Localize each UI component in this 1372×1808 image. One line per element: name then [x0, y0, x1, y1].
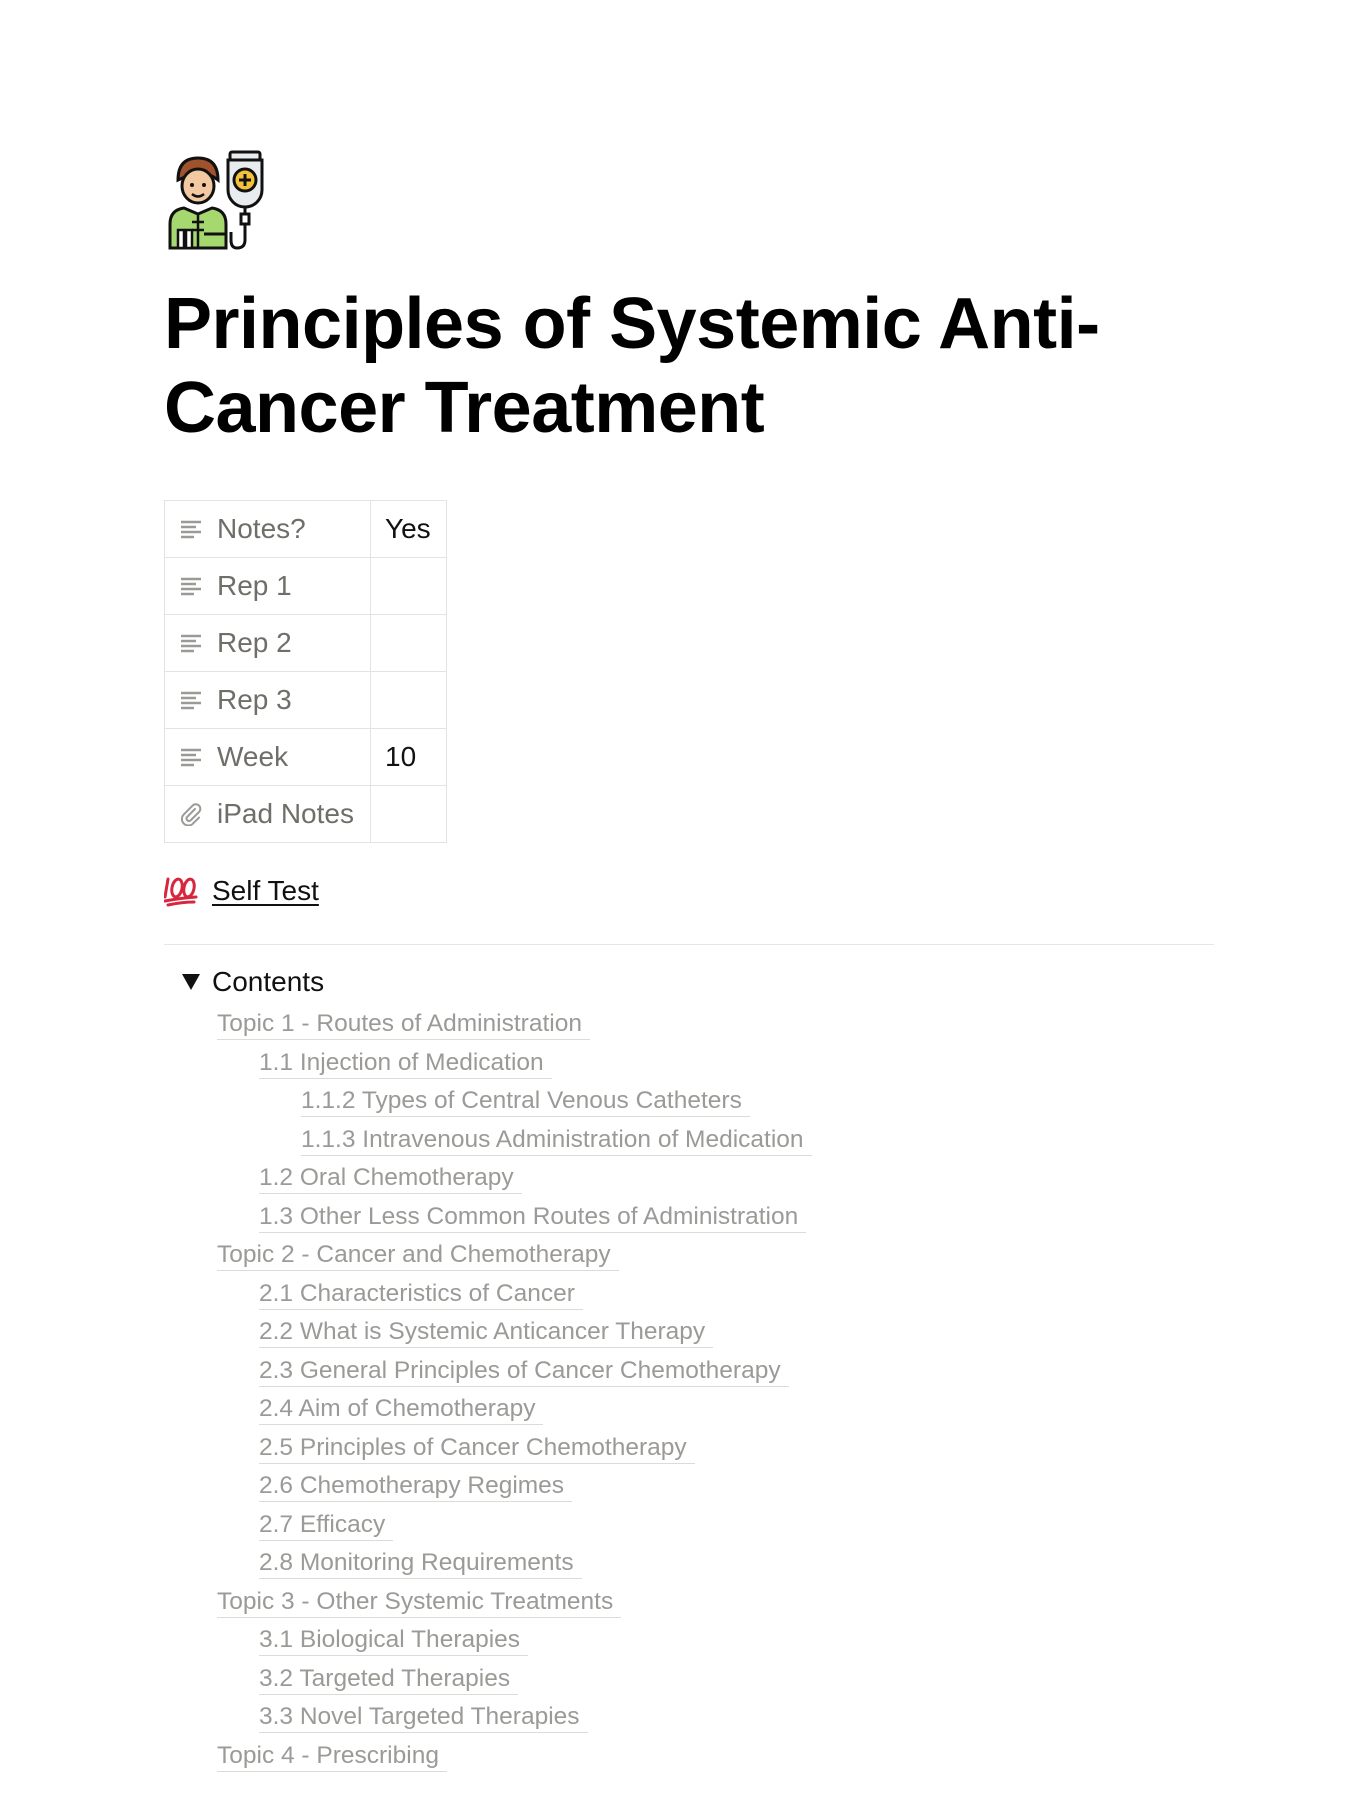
property-row[interactable]	[165, 615, 447, 672]
page-title[interactable]: Principles of Systemic Anti-Cancer Treatment	[164, 284, 1100, 448]
toc-item[interactable]: Topic 1 - Routes of Administration	[217, 1005, 812, 1044]
property-value[interactable]	[371, 558, 447, 615]
property-value[interactable]: 10	[371, 729, 447, 786]
toc-item[interactable]: 2.1 Characteristics of Cancer	[217, 1275, 812, 1314]
toc-item[interactable]: 3.2 Targeted Therapies	[217, 1660, 812, 1699]
toc-item[interactable]: 2.2 What is Systemic Anticancer Therapy	[217, 1313, 812, 1352]
property-key: iPad Notes	[217, 798, 354, 829]
toc-item[interactable]: 2.8 Monitoring Requirements	[217, 1544, 812, 1583]
text-lines-icon	[179, 574, 203, 598]
toc-item[interactable]: 2.6 Chemotherapy Regimes	[217, 1467, 812, 1506]
property-key: Rep 1	[217, 570, 292, 601]
property-row[interactable]	[165, 786, 447, 843]
nurse-with-iv-drip-icon[interactable]	[164, 150, 264, 250]
property-value[interactable]: Yes	[371, 501, 447, 558]
self-test-link-block[interactable]	[164, 875, 319, 907]
toc-item[interactable]: Topic 4 - Prescribing	[217, 1737, 812, 1776]
toc-item[interactable]: 2.7 Efficacy	[217, 1506, 812, 1545]
toc-item[interactable]: 2.5 Principles of Cancer Chemotherapy	[217, 1429, 812, 1468]
property-value[interactable]	[371, 615, 447, 672]
property-row[interactable]	[165, 672, 447, 729]
text-lines-icon	[179, 688, 203, 712]
toc-item[interactable]: 2.4 Aim of Chemotherapy	[217, 1390, 812, 1429]
hundred-points-icon	[164, 875, 198, 907]
toc-item[interactable]: 3.3 Novel Targeted Therapies	[217, 1698, 812, 1737]
toc-item[interactable]: 1.3 Other Less Common Routes of Administration	[217, 1198, 812, 1237]
paperclip-icon	[179, 802, 203, 826]
property-row[interactable]	[165, 501, 447, 558]
contents-toggle-label: Contents	[212, 966, 325, 997]
toc-item[interactable]: 2.3 General Principles of Cancer Chemotherapy	[217, 1352, 812, 1391]
property-key: Notes?	[217, 513, 306, 544]
property-row[interactable]	[165, 558, 447, 615]
text-lines-icon	[179, 631, 203, 655]
text-lines-icon	[179, 517, 203, 541]
toggle-triangle-icon[interactable]	[182, 974, 200, 990]
text-lines-icon	[179, 745, 203, 769]
toc-item[interactable]: Topic 3 - Other Systemic Treatments	[217, 1583, 812, 1622]
property-key: Rep 3	[217, 684, 292, 715]
toc-item[interactable]: 1.2 Oral Chemotherapy	[217, 1159, 812, 1198]
property-row[interactable]	[165, 729, 447, 786]
self-test-link[interactable]: Self Test	[212, 875, 319, 906]
property-key: Rep 2	[217, 627, 292, 658]
toc-item[interactable]: 1.1.3 Intravenous Administration of Medication	[217, 1121, 812, 1160]
toc-item[interactable]: 1.1 Injection of Medication	[217, 1044, 812, 1083]
toc-item[interactable]: 1.1.2 Types of Central Venous Catheters	[217, 1082, 812, 1121]
properties-table	[164, 500, 447, 843]
divider	[164, 944, 1214, 945]
property-value[interactable]	[371, 672, 447, 729]
toc-item[interactable]: 3.1 Biological Therapies	[217, 1621, 812, 1660]
contents-toggle[interactable]	[182, 966, 324, 998]
property-key: Week	[217, 741, 289, 772]
property-value[interactable]	[371, 786, 447, 843]
table-of-contents	[217, 1005, 812, 1775]
toc-item[interactable]: Topic 2 - Cancer and Chemotherapy	[217, 1236, 812, 1275]
